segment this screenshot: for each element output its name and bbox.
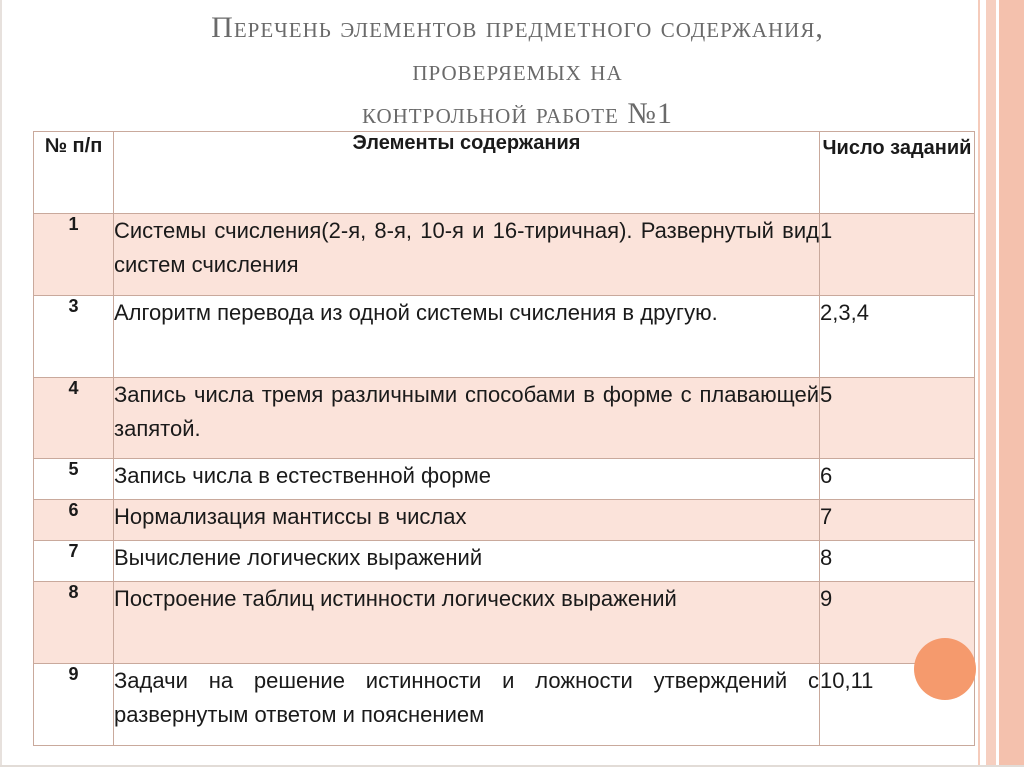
table-row	[34, 500, 975, 541]
row-num: 4	[34, 378, 114, 459]
title-line-1: Перечень элементов предметного содержания,	[211, 11, 824, 44]
table-row	[34, 664, 975, 746]
row-desc: Алгоритм перевода из одной системы счисления в другую.	[114, 296, 820, 378]
row-desc: Запись числа в естественной форме	[114, 459, 820, 500]
table-row	[34, 459, 975, 500]
header-num: № п/п	[34, 132, 114, 214]
row-desc: Системы счисления(2-я, 8-я, 10-я и 16-тиричная). Развернутый вид систем счисления	[114, 214, 820, 296]
row-desc: Построение таблиц истинности логических выражений	[114, 582, 820, 664]
right-border-stripes	[986, 0, 1024, 767]
row-num: 5	[34, 459, 114, 500]
table-header-row	[34, 132, 975, 214]
right-border-thin-stripe	[978, 0, 980, 767]
row-count: 7	[820, 500, 975, 541]
table-row	[34, 378, 975, 459]
row-num: 7	[34, 541, 114, 582]
row-count: 2,3,4	[820, 296, 975, 378]
table-row	[34, 214, 975, 296]
table-row	[34, 541, 975, 582]
row-num: 1	[34, 214, 114, 296]
row-count: 9	[820, 582, 975, 664]
header-count: Число заданий	[820, 132, 975, 214]
row-count: 10,11	[820, 664, 975, 746]
row-num: 9	[34, 664, 114, 746]
header-elements: Элементы содержания	[114, 132, 820, 214]
row-count: 5	[820, 378, 975, 459]
row-desc: Вычисление логических выражений	[114, 541, 820, 582]
title-line-2: проверяемых на	[412, 54, 623, 87]
row-num: 6	[34, 500, 114, 541]
slide-title	[60, 6, 975, 135]
content-elements-table	[33, 131, 975, 746]
row-desc: Запись числа тремя различными способами в форме с плавающей запятой.	[114, 378, 820, 459]
row-count: 8	[820, 541, 975, 582]
table-row	[34, 296, 975, 378]
row-num: 3	[34, 296, 114, 378]
decorative-orange-circle	[914, 638, 976, 700]
left-border-line	[0, 0, 2, 767]
table-row	[34, 582, 975, 664]
row-count: 6	[820, 459, 975, 500]
title-line-3: контрольной работе №1	[361, 97, 673, 130]
row-desc: Задачи на решение истинности и ложности утверждений с развернутым ответом и пояснением	[114, 664, 820, 746]
row-count: 1	[820, 214, 975, 296]
row-num: 8	[34, 582, 114, 664]
row-desc: Нормализация мантиссы в числах	[114, 500, 820, 541]
